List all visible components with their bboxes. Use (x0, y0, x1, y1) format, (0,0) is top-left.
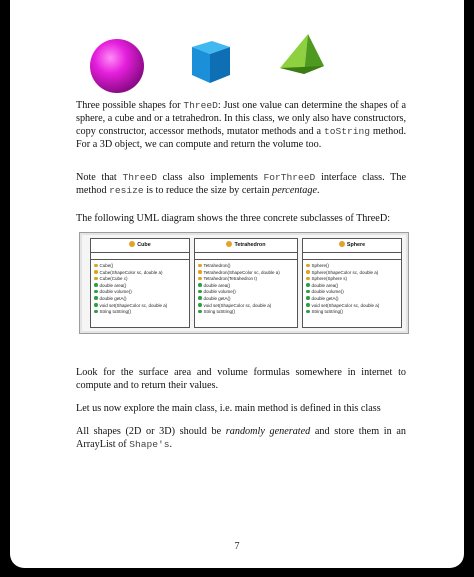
method-icon (198, 296, 202, 300)
method-icon (94, 303, 98, 307)
uml-method (94, 283, 186, 290)
uml-class-sphere (302, 238, 402, 328)
method-icon (198, 303, 202, 307)
code-resize: resize (109, 184, 144, 196)
italic-percentage: percentage (272, 184, 317, 196)
method-text: Cube(Cube c) (99, 276, 128, 282)
uml-method (94, 263, 186, 270)
method-text: String toString() (99, 309, 132, 315)
method-icon (94, 283, 98, 287)
method-text: String toString() (311, 309, 344, 315)
uml-diagram (79, 232, 409, 334)
uml-method (306, 303, 398, 310)
paragraph-random-shapes (76, 426, 406, 452)
method-text: Tetrahedron() (203, 263, 231, 268)
constructor-icon (198, 264, 202, 268)
method-text: Tetrahedron(Tetrahedron t) (203, 276, 258, 282)
constructor-icon (198, 270, 202, 274)
constructor-icon (306, 270, 310, 274)
uml-method (198, 276, 294, 283)
text-span: class also implements (157, 172, 264, 183)
method-text: double getA() (99, 295, 127, 301)
class-icon (226, 241, 232, 247)
cube-image (186, 37, 236, 85)
uml-method (306, 309, 398, 316)
constructor-icon (306, 277, 310, 281)
method-text: double getA() (311, 295, 339, 301)
document-page (10, 0, 464, 568)
method-icon (198, 283, 202, 287)
constructor-icon (306, 264, 310, 268)
uml-class-name: Sphere (346, 242, 366, 248)
method-text: Cube() (99, 263, 114, 268)
uml-method (94, 296, 186, 303)
method-text: void set(ShapeColor sc, double a) (99, 302, 168, 308)
uml-method (306, 283, 398, 290)
method-text: double volume() (99, 289, 132, 295)
uml-methods (195, 260, 297, 316)
uml-method (198, 309, 294, 316)
text-span: is to reduce the size by certain (143, 184, 273, 196)
method-text: void set(ShapeColor sc, double a) (203, 302, 272, 308)
class-icon (129, 241, 135, 247)
text-span: . (169, 438, 173, 450)
method-icon (94, 310, 98, 314)
constructor-icon (94, 277, 98, 281)
uml-class-tetrahedron (194, 238, 298, 328)
code-shapes: Shape's (129, 438, 170, 450)
text-span: method. For a 3D object, we can compute and return the volume too. (76, 125, 406, 150)
sphere-image (89, 38, 145, 94)
uml-attributes (91, 253, 189, 260)
method-icon (306, 303, 310, 307)
method-icon (198, 310, 202, 314)
method-text: double volume() (203, 289, 236, 295)
paragraph-shapes-intro (76, 100, 406, 152)
uml-method (306, 270, 398, 277)
uml-method (94, 309, 186, 316)
uml-method (198, 296, 294, 303)
constructor-icon (94, 270, 98, 274)
page-number: 7 (234, 541, 240, 552)
code-threed: ThreeD (183, 100, 218, 111)
uml-method (94, 276, 186, 283)
uml-methods (91, 260, 189, 316)
method-icon (94, 296, 98, 300)
text-span: and store them in an ArrayList of (76, 426, 406, 450)
method-icon (306, 290, 310, 294)
uml-method (198, 270, 294, 277)
constructor-icon (94, 264, 98, 268)
method-text: double area() (203, 282, 231, 288)
text-span: Three possible shapes for (76, 100, 184, 111)
text-span: : Just one value can determine the shapes of a sphere, a cube and or a tetrahedron. In this class, we only also have constructors, copy constructor, accessor methods, mutator methods and a (76, 100, 407, 137)
method-text: Sphere(Sphere s) (311, 276, 348, 282)
method-icon (306, 296, 310, 300)
code-tostring: toString (323, 125, 370, 137)
uml-method (306, 296, 398, 303)
uml-class-header (195, 239, 297, 253)
uml-method (198, 263, 294, 270)
uml-class-name: Cube (137, 242, 151, 248)
code-threed: ThreeD (122, 172, 157, 183)
text-span: All shapes (2D or 3D) should be (76, 426, 226, 437)
method-icon (94, 290, 98, 294)
uml-method (306, 276, 398, 283)
uml-method (198, 303, 294, 310)
uml-method (306, 289, 398, 296)
italic-randomly-generated: randomly generated (225, 426, 311, 437)
uml-attributes (303, 253, 401, 260)
constructor-icon (198, 277, 202, 281)
uml-methods (303, 260, 401, 316)
method-text: Cube(ShapeColor sc, double a) (99, 269, 163, 275)
uml-class-header (303, 239, 401, 253)
paragraph-formulas: Look for the surface area and volume formulas somewhere in internet to compute and to return their values. (76, 367, 406, 391)
method-text: double area() (311, 282, 339, 288)
method-text: double area() (99, 282, 127, 288)
method-text: String toString() (203, 309, 236, 315)
uml-method (306, 263, 398, 270)
uml-method (94, 289, 186, 296)
code-forthreed: ForThreeD (263, 172, 316, 183)
method-text: double volume() (311, 289, 344, 295)
class-icon (339, 241, 345, 247)
method-text: Sphere() (311, 263, 330, 268)
method-text: double getA() (203, 295, 231, 301)
text-span: . (316, 184, 320, 196)
uml-method (198, 283, 294, 290)
uml-class-header (91, 239, 189, 253)
method-text: void set(ShapeColor sc, double a) (311, 302, 380, 308)
paragraph-main-class: Let us now explore the main class, i.e. main method is defined in this class (76, 403, 381, 414)
uml-method (198, 289, 294, 296)
tetrahedron-image (274, 30, 326, 78)
method-text: Tetrahedron(ShapeColor sc, double a) (203, 269, 280, 275)
method-icon (306, 283, 310, 287)
uml-method (94, 303, 186, 310)
uml-method (94, 270, 186, 277)
method-text: Sphere(ShapeColor sc, double a) (311, 269, 379, 275)
uml-class-cube (90, 238, 190, 328)
text-span: Note that (76, 172, 123, 183)
method-icon (198, 290, 202, 294)
paragraph-uml-intro: The following UML diagram shows the three concrete subclasses of ThreeD: (76, 213, 391, 224)
method-icon (306, 310, 310, 314)
paragraph-interface-note (76, 172, 406, 198)
uml-attributes (195, 253, 297, 260)
text-span: interface class. The method (76, 172, 406, 196)
uml-class-name: Tetrahedron (234, 242, 266, 248)
